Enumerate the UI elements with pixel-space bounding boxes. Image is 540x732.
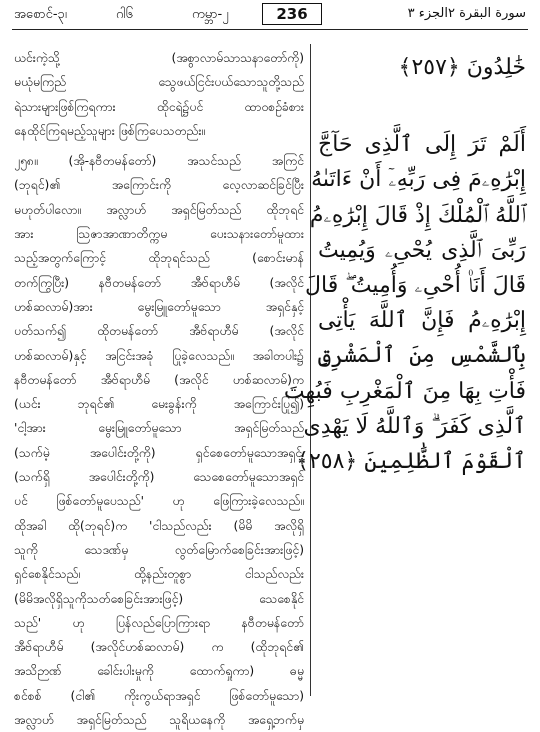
arabic-verse-line: ٱلَّذِى كَفَرَ ۗ وَٱللَّهُ لَا يَهْدِى bbox=[303, 413, 526, 439]
translation-line: ရဲသားများဖြစ်ကြရကား ထိုငရဲ၌ပင် ထာဝစဉ်ခံစား bbox=[14, 99, 304, 114]
translation-line: သည့်အတွက်ကြောင့် ထိုဘုရင်သည် (စောင်းမာန် bbox=[14, 251, 304, 266]
page-header bbox=[0, 0, 540, 28]
juz-label: ဂါ၆ bbox=[116, 7, 133, 22]
page-number: 236 bbox=[262, 3, 322, 25]
translation-line: (သက်မဲ့ အပေါင်းတို့ကို) ရှင်စေတော်မူသောအရှင်၊ bbox=[14, 445, 304, 460]
translation-line: အား ဩဇာအာဏာတိက္ကမ ပေးသနားတော်မူထား bbox=[14, 227, 304, 242]
verse-start-line: ၂၅၈။ (အို-နဗီတမန်တော်) အသင်သည် အကြင် bbox=[14, 154, 304, 169]
header-divider bbox=[12, 29, 528, 30]
arabic-verse-line: إِبْرَٰهِۦمُ فَإِنَّ ٱللَّهَ يَأْتِى bbox=[318, 308, 526, 334]
arabic-verse-line: ٱللَّهُ ٱلْمُلْكَ إِذْ قَالَ إِبْرَٰهِۦمُ bbox=[309, 202, 526, 228]
arabic-verse-line: رَبِّىَ ٱلَّذِى يُحْىِۦ وَيُمِيتُ bbox=[318, 237, 526, 263]
arabic-verse-line: خَٰلِدُونَ ﴿٢٥٧﴾ bbox=[398, 55, 526, 80]
translation-line: ယင်းကဲ့သို့ (အစွာလာမ်သာသနာတော်ကို) bbox=[14, 51, 304, 65]
arabic-verse-line: إِبْرَٰهِۦمَ فِى رَبِّهِۦٓ أَنْ ءَاتَىٰهُ bbox=[311, 167, 526, 193]
translation-line: မယုံမကြည် သွေဖယ်ငြင်းပယ်သောသူတို့သည် bbox=[14, 75, 304, 90]
translation-line: ဟစ်ဆလာမ်)အား မွေးမြူတော်မူသော အရှင်နှင့် bbox=[14, 299, 304, 314]
translation-line: နေထိုင်ကြရမည့်သူများ ဖြစ်ကြပေသတည်း။ bbox=[14, 123, 206, 138]
translation-line: (မိမိအလိုရှိသူကိုသတ်စေခြင်းအားဖြင့်) သေစေနိုင် bbox=[14, 591, 304, 606]
translation-line: 'ငါ့အား မွေးမြူတော်မူသော အရှင်မြတ်သည် bbox=[14, 421, 304, 436]
arabic-verse-line: قَالَ أَنَا۠ أُحْىِۦ وَأُمِيتُ ۖ قَالَ bbox=[305, 272, 526, 298]
chapter-label: အစောင်-၃၊ bbox=[14, 7, 67, 22]
arabic-column bbox=[283, 50, 526, 479]
translation-column bbox=[14, 46, 304, 732]
arabic-verse-line: فَأْتِ بِهَا مِنَ ٱلْمَغْرِبِ فَبُهِتَ bbox=[283, 378, 526, 404]
translation-line: ရှင်စေနိုင်သည်၊ ထို့နည်းတူစွာ ငါသည်လည်း bbox=[14, 567, 304, 582]
arabic-verse-line: أَلَمْ تَرَ إِلَى ٱلَّذِى حَآجَّ bbox=[318, 132, 526, 158]
translation-line: မဟုတ်ပါလော။ အလ္လာဟ် အရှင်မြတ်သည် ထိုဘုရင် bbox=[14, 202, 304, 217]
translation-line: သူကို သေဒဏ်မှ လွတ်မြောက်စေခြင်းအားဖြင့်) bbox=[14, 542, 304, 557]
surah-arabic-label: سورة البقرة ٢ bbox=[447, 6, 526, 21]
translation-line: တက်ကြွပြီး) နဗီတမန်တော် အီဗ်ရာဟီမ် (အလိုင် bbox=[14, 275, 304, 290]
translation-line: (သက်ရှိ အပေါင်းတို့ကို) သေစေတော်မူသောအရှင် bbox=[14, 470, 304, 485]
juz-arabic-label: الجزء ٣ bbox=[407, 6, 448, 21]
translation-line: အလ္လာဟ် အရှင်မြတ်သည် သူရိယနေကို အရှေ့ဘက်မှ bbox=[14, 713, 304, 728]
column-divider bbox=[310, 44, 311, 696]
translation-line: သည်' ဟု ပြန်လည်ပြောကြားရာ နဗီတမန်တော် bbox=[14, 615, 304, 630]
translation-line: ဟစ်ဆလာမ်)နှင့် အငြင်းအခုံ ပြုခဲ့လေသည်။ အခါတပါး၌ bbox=[14, 348, 304, 363]
translation-line: နဗီတမန်တော် အီဗ်ရာဟီမ် (အလိုင် ဟစ်ဆလာမ်)က bbox=[14, 372, 304, 387]
translation-line: ပတ်သက်၍ ထိုတမန်တော် အီဗ်ရာဟီမ် (အလိုင် bbox=[14, 324, 304, 339]
translation-line: ထိုအခါ ထို(ဘုရင်)က 'ငါသည်လည်း (မိမိ အလိုရှိ bbox=[14, 518, 304, 533]
myanmar-page-label: ကမ္ဘာ-၂ bbox=[192, 7, 229, 22]
translation-line: (ဘုရင်)၏ အကြောင်းကို လေ့လာဆင်ခြင်ပြီး bbox=[14, 178, 304, 193]
translation-line: စင်စစ် (ငါ၏ ကိုးကွယ်ရာအရှင် ဖြစ်တော်မူသော) bbox=[14, 688, 304, 703]
arabic-verse-line: بِٱلشَّمْسِ مِنَ ٱلْمَشْرِقِ bbox=[318, 343, 526, 369]
arabic-verse-line: ٱلْقَوْمَ ٱلظَّٰلِمِينَ ﴿٢٥٨﴾ bbox=[296, 448, 526, 474]
translation-line: ပင် ဖြစ်တော်မူပေသည်' ဟု ဖြေကြားခဲ့လေသည်။ bbox=[14, 494, 304, 509]
translation-line: အသိဉာဏ် ခေါင်းပါးမှုကို ထောက်ရှုကာ) ဓမ္မ bbox=[14, 664, 304, 679]
translation-line: (ယင်း ဘုရင်၏ မေးခွန်းကို အကြောင်းပြု၍) bbox=[14, 397, 304, 412]
translation-line: အီဗ်ရာဟီမ် (အလိုင်ဟစ်ဆလာမ်) က (ထိုဘုရင်၏ bbox=[14, 640, 304, 655]
